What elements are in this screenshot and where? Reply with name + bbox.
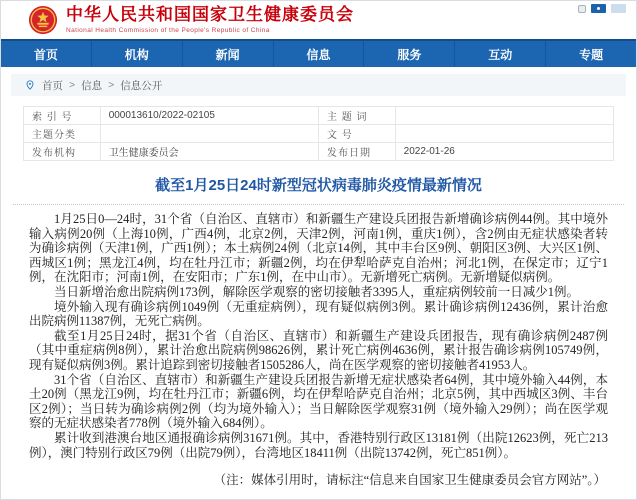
nav-item-organization[interactable] (91, 41, 182, 67)
nav-label: 首页 (33, 47, 58, 62)
document-meta-table (23, 106, 614, 161)
article-paragraph: 1月25日0—24时，31个省（自治区、直辖市）和新疆生产建设兵团报告新增确诊病例44例。其中境外输入病例20例（上海10例，广西4例，北京2例，天津2例，河南1例，重庆1例），含2例由无症状感染者转为确诊病例（天津1例，广西1例）；本土病例24例（北京14例，其中丰台区9例、朝阳区3例、大兴区1例、西城区1例；黑龙江4例，均在牡丹江市；新疆2例，均在伊犁哈萨克自治州；河北1例，在保定市；辽宁1例，在沈阳市；河南1例，在安阳市；广东1例，在中山市）。无新增死亡病例。无新增疑似病例。 (29, 212, 608, 285)
meta-agency-label: 发布机构 (24, 143, 101, 161)
site-brand (66, 6, 354, 34)
article-paragraph: 31个省（自治区、直辖市）和新疆生产建设兵团报告新增无症状感染者64例，其中境外输入44例，本土20例（黑龙江9例，均在牡丹江市；新疆6例，均在伊犁哈萨克自治州；北京5例，其中西城区3例、丰台区2例）；当日转为确诊病例2例（均为境外输入）；当日解除医学观察31例（境外输入29例）；尚在医学观察的无症状感染者778例（境外输入684例）。 (29, 372, 608, 431)
meta-keyword-value (395, 107, 613, 125)
meta-category-label: 主题分类 (24, 125, 101, 143)
article-paragraph: 境外输入现有确诊病例1049例（无重症病例），现有疑似病例3例。累计确诊病例12436例，累计治愈出院病例11387例，无死亡病例。 (29, 299, 608, 329)
meta-index-value: 000013610/2022-02105 (100, 107, 318, 125)
citation-note: （注：媒体引用时，请标注“信息来自国家卫生健康委员会官方网站”。） (213, 473, 606, 488)
meta-date-label: 发布日期 (318, 143, 395, 161)
location-pin-icon (25, 80, 35, 90)
nav-item-interaction[interactable] (454, 41, 545, 67)
nav-label: 专题 (579, 47, 604, 62)
nav-label: 信息 (306, 47, 331, 62)
table-row (24, 143, 614, 161)
site-header (1, 1, 636, 39)
breadcrumb-separator: > (108, 79, 115, 91)
breadcrumb-information[interactable]: 信息 (81, 79, 103, 92)
table-row (24, 125, 614, 143)
breadcrumb-home[interactable]: 首页 (42, 79, 63, 92)
nav-label: 新闻 (215, 47, 240, 62)
site-title: 中华人民共和国国家卫生健康委员会 (66, 5, 354, 25)
table-row (24, 107, 614, 125)
meta-agency-value: 卫生健康委员会 (100, 143, 318, 161)
topbar-icons (578, 4, 626, 13)
nav-label: 互动 (488, 47, 513, 62)
mobile-icon[interactable] (578, 5, 586, 13)
article-paragraph: 截至1月25日24时，据31个省（自治区、直辖市）和新疆生产建设兵团报告，现有确诊病例2487例（其中重症病例8例），累计治愈出院病例98626例，累计死亡病例4636例，累计报告确诊病例105749例，现有疑似病例3例。累计追踪到密切接触者1505286人，尚在医学观察的密切接触者41953人。 (29, 328, 608, 372)
nav-item-home[interactable] (1, 41, 91, 67)
wechat-icon[interactable] (611, 4, 626, 13)
article-paragraph: 累计收到港澳台地区通报确诊病例31671例。其中，香港特别行政区13181例（出院12623例，死亡213例），澳门特别行政区79例（出院79例），台湾地区18411例（出院13742例，死亡851例）。 (29, 430, 608, 460)
article-paragraph: 当日新增治愈出院病例173例，解除医学观察的密切接触者3395人，重症病例较前一日减少1例。 (54, 284, 580, 299)
breadcrumb-bar (11, 74, 626, 96)
breadcrumb-separator: > (69, 79, 76, 91)
nav-item-news[interactable] (182, 41, 273, 67)
meta-docnum-label: 文 号 (318, 125, 395, 143)
meta-index-label: 索 引 号 (24, 107, 101, 125)
meta-keyword-label: 主 题 词 (318, 107, 395, 125)
meta-docnum-value (395, 125, 613, 143)
main-nav (1, 39, 636, 67)
page-title: 截至1月25日24时新型冠状病毒肺炎疫情最新情况 (155, 177, 482, 194)
meta-date-value: 2022-01-26 (395, 143, 613, 161)
breadcrumb (42, 78, 162, 93)
weibo-icon[interactable] (591, 4, 606, 13)
nav-item-services[interactable] (363, 41, 454, 67)
site-title-en: National Health Commission of the People's Republic of China (66, 26, 270, 34)
nav-label: 机构 (124, 47, 149, 62)
meta-category-value (100, 125, 318, 143)
nav-item-topics[interactable] (545, 41, 636, 67)
nav-label: 服务 (397, 47, 422, 62)
national-emblem-icon (28, 5, 58, 35)
nav-item-information[interactable] (273, 41, 364, 67)
breadcrumb-info-disclosure[interactable]: 信息公开 (120, 79, 163, 92)
article-body (1, 205, 636, 460)
